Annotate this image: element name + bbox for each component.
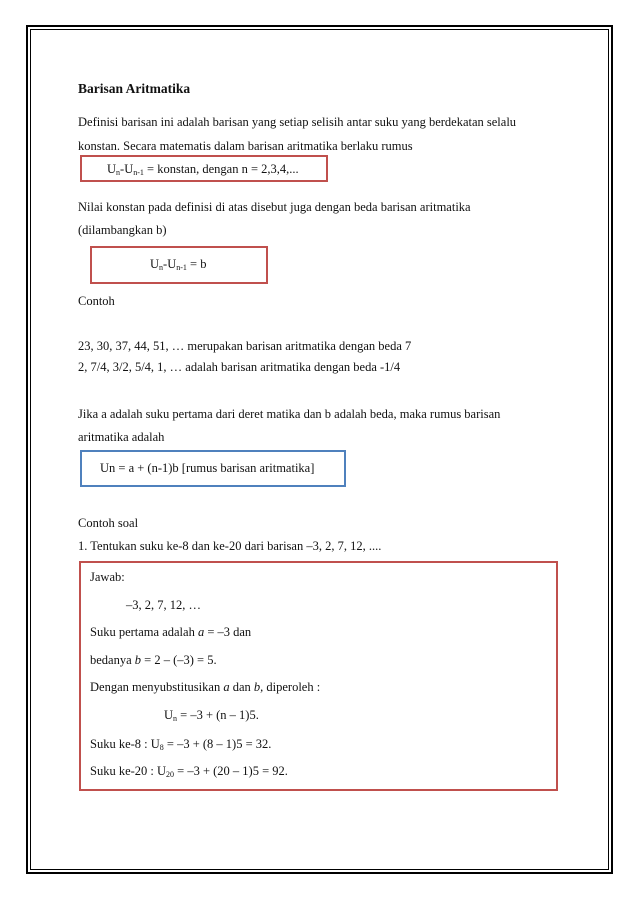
definition-line-1: Definisi barisan ini adalah barisan yang setiap selisih antar suku yang berdekatan selalu [78,115,517,129]
definition-line-2: konstan. Secara matematis dalam barisan aritmatika berlaku rumus [78,139,413,153]
answer-difference: bedanya b = 2 – (–3) = 5. [90,653,217,667]
formula-konstan: $U_n-U_{n-1}$ = konstan, dengan n = 2,3,4,... [107,162,299,177]
beda-line-1: Nilai konstan pada definisi di atas disebut juga dengan beda barisan aritmatika [78,200,471,214]
example-2: 2, 7/4, 3/2, 5/4, 1, … adalah barisan aritmatika dengan beda -1/4 [78,360,401,374]
example-1: 23, 30, 37, 44, 51, … merupakan barisan aritmatika dengan beda 7 [78,339,412,353]
answer-u8: Suku ke-8 : $U_8 = -3 + (8 - 1)5 = 32$. [90,737,272,752]
answer-general-term: $U_n = -3 + (n - 1)5$. [164,708,259,723]
contoh-soal-heading: Contoh soal [78,516,139,530]
answer-u20: Suku ke-20 : $U_{20} = -3 + (20 - 1)5 = 92$. [90,764,288,779]
rumus-line-2: aritmatika adalah [78,430,165,444]
beda-line-2: (dilambangkan b) [78,223,167,237]
contoh-heading: Contoh [78,294,115,308]
answer-sequence: –3, 2, 7, 12, … [126,598,201,612]
answer-label: Jawab: [90,570,125,584]
answer-box [79,561,558,791]
question-1: 1. Tentukan suku ke-8 dan ke-20 dari barisan –3, 2, 7, 12, .... [78,539,382,553]
answer-first-term: Suku pertama adalah a = –3 dan [90,625,252,639]
answer-substitution: Dengan menyubstitusikan a dan b, diperoleh : [90,680,321,694]
formula-beda: $U_n-U_{n-1} = b$ [150,257,207,272]
rumus-line-1: Jika a adalah suku pertama dari deret matika dan b adalah beda, maka rumus barisan [78,407,501,421]
page-title: Barisan Aritmatika [78,81,191,96]
formula-un: Un = a + (n-1)b [rumus barisan aritmatika] [100,461,315,475]
